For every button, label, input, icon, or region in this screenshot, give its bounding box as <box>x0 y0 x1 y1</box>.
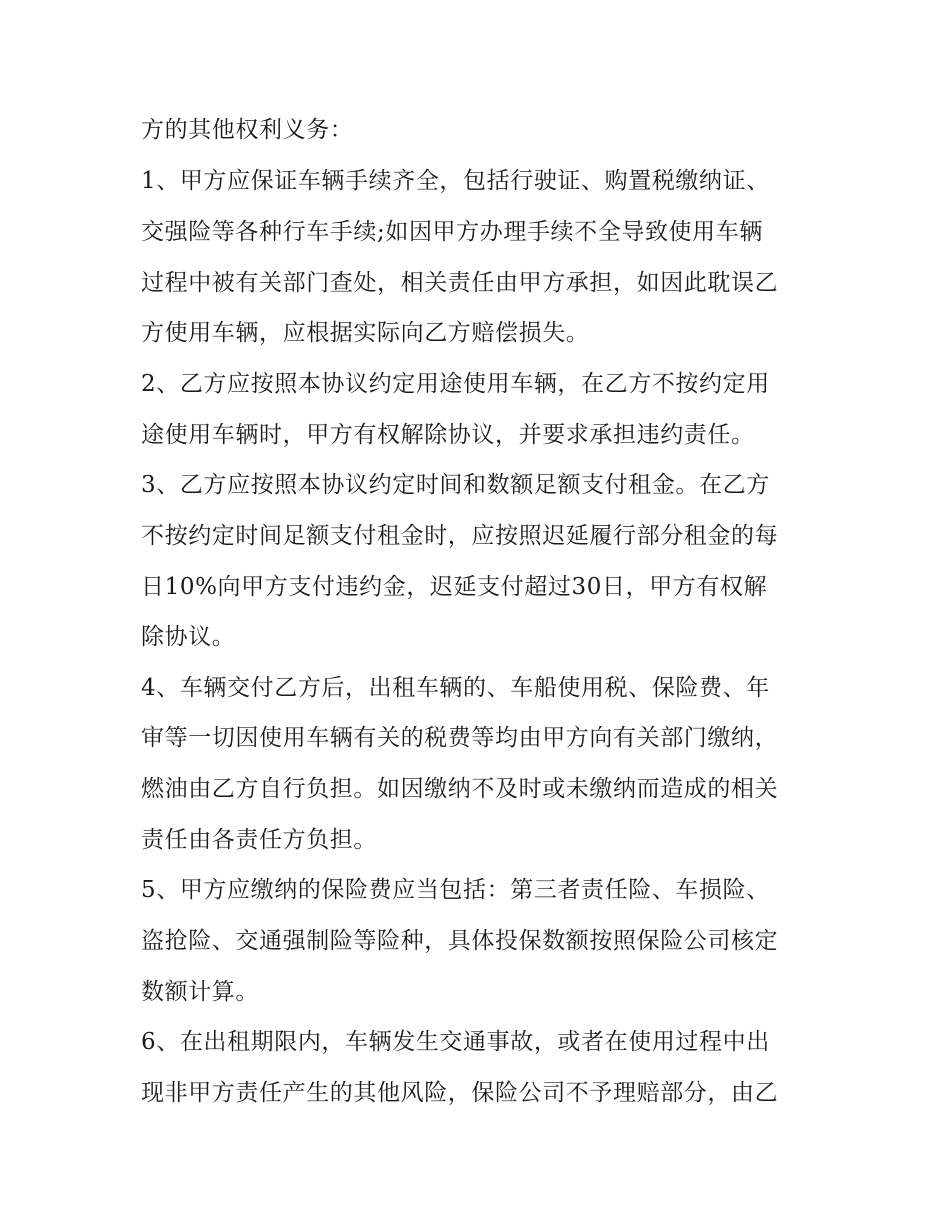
text-line: 方的其他权利义务： <box>141 117 354 143</box>
text-line: 方使用车辆，应根据实际向乙方赔偿损失。 <box>141 320 590 346</box>
text-line: 不按约定时间足额支付租金时，应按照迟延履行部分租金的每 <box>141 523 779 549</box>
text-line: 过程中被有关部门查处，相关责任由甲方承担，如因此耽误乙 <box>141 270 779 296</box>
text-line: 6、在出租期限内，车辆发生交通事故，或者在使用过程中出 <box>141 1029 770 1055</box>
text-line: 数额计算。 <box>141 979 259 1005</box>
text-line: 1、甲方应保证车辆手续齐全，包括行驶证、购置税缴纳证、 <box>141 168 770 194</box>
text-line: 现非甲方责任产生的其他风险，保险公司不予理赔部分，由乙 <box>141 1080 779 1106</box>
text-line: 4、车辆交付乙方后，出租车辆的、车船使用税、保险费、年 <box>141 675 770 701</box>
text-line: 3、乙方应按照本协议约定时间和数额足额支付租金。在乙方 <box>141 472 770 498</box>
text-line: 5、甲方应缴纳的保险费应当包括：第三者责任险、车损险、 <box>141 877 770 903</box>
text-line: 除协议。 <box>141 624 236 650</box>
text-line: 审等一切因使用车辆有关的税费等均由甲方向有关部门缴纳， <box>141 725 779 751</box>
text-line: 责任由各责任方负担。 <box>141 827 377 853</box>
text-line: 交强险等各种行车手续;如因甲方办理手续不全导致使用车辆 <box>141 219 763 245</box>
text-line: 日10%向甲方支付违约金，迟延支付超过30日，甲方有权解 <box>141 574 768 600</box>
text-line: 途使用车辆时，甲方有权解除协议，并要求承担违约责任。 <box>141 422 755 448</box>
text-line: 盗抢险、交通强制险等险种，具体投保数额按照保险公司核定 <box>141 928 779 954</box>
text-line: 燃油由乙方自行负担。如因缴纳不及时或未缴纳而造成的相关 <box>141 776 779 802</box>
text-line: 2、乙方应按照本协议约定用途使用车辆，在乙方不按约定用 <box>141 371 770 397</box>
